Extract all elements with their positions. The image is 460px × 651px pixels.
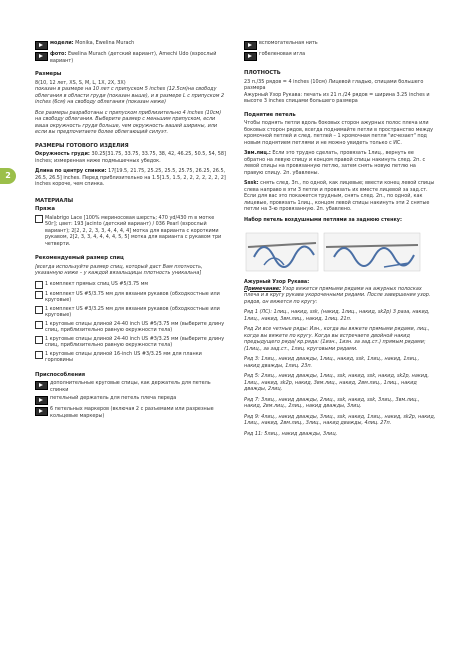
sizes-text: 8(10, 12 лет, XS, S, M, L, 1X, 2X, 3X) — [35, 79, 126, 86]
notion-item: 6 петельных маркеров (включая 2 с разъемами или разрезные кольцевые маркеры) — [35, 406, 227, 419]
lace-row: Ряд 3: 1лиц., накид дважды, 1лиц., накид, ssk, 1лиц., накид, 1лиц., накид дважды, 1лиц. 23п. — [244, 356, 420, 369]
pickup-title: Поднятие петель — [244, 111, 296, 118]
notion-item: дополнительные круговые спицы, как держатель для петель спинки — [35, 380, 227, 393]
finished-title: РАЗМЕРЫ ГОТОВОГО ИЗДЕЛИЯ — [35, 142, 129, 149]
cast-on-title: Набор петель воздушными петлями за заднюю стенку: — [244, 216, 402, 223]
materials-title: МАТЕРИАЛЫ — [35, 197, 74, 204]
gauge-title: ПЛОТНОСТЬ — [244, 70, 281, 76]
yarn-title: Пряжа — [35, 206, 56, 212]
legend-item: гобеленовая игла — [244, 51, 436, 60]
needle-item: 1 круговые спицы длиной 24-40 inch US #5/3.75 мм (выберите длину спиц, приблизительно равную окружности тела) — [35, 321, 227, 334]
checkbox-icon — [35, 321, 43, 329]
lace-title: Ажурный Узор Рукава: — [244, 279, 310, 285]
lace-row: Ряд 7: 3лиц., накид дважды, 2лиц., ssk, накид, ssk, 3лиц., 3вм.лиц., накид, 2вм.лиц., 2лиц., накид дважды, 3лиц. — [244, 396, 420, 409]
notions-title: Приспособления — [35, 371, 86, 378]
needles-title: Рекомендуемый размер спиц — [35, 255, 124, 261]
gauge-line: Ажурный Узор Рукава: печать из 21 п./24 рядов = ширина 3.25 inches и высоте 3 inches спицами большего размера — [244, 91, 430, 104]
credit-model — [35, 40, 227, 49]
cast-on-illustration — [244, 227, 436, 275]
lace-note: Примечание: Узор вяжется прямыми рядами на ажурных полосках плеча и в кругу рукава укороченными рядами. После завершения узор. рядов, он вяжется по кругу: — [244, 285, 431, 305]
needle-item: 1 круговые спицы длиной 24-40 inch US #3/3.25 мм (выберите длину спиц, приблизительно равную окружности тела) — [35, 336, 227, 349]
waste-yarn-icon — [244, 41, 257, 50]
lace-row: Ряд 1 (ЛС): 1лиц., накид, ssk, (накид, 1лиц., накид, sk2p) 3 раза, накид, 1лиц., накид, 3вм.лиц., накид, 1лиц. 21п. — [244, 309, 430, 322]
lace-row: Ряд 9: 4лиц., накид дважды, 3лиц., ssk, накид, 1лиц., накид, sk2p, накид, 1лиц., накид, 2вм.лиц., 3лиц., накид дважды, 4лиц. 27п. — [244, 413, 436, 426]
length-measure: Длина по центру спинки: 17[19.5, 21.75, 25.25, 25.5, 25.75, 26.25, 26.5, 26.5, 26.5] inches. Перед приблизительно на 1.5[1.5, 1.5, 2, 2, 2, 2, 2, 2, 2] inches короче, чем спинка. — [35, 168, 226, 187]
checkbox-icon — [35, 215, 43, 223]
checkbox-icon — [35, 291, 43, 299]
legend-item: вспомогательная нить — [244, 40, 436, 49]
cast-on-diagram — [244, 227, 436, 275]
model-value: Monika, Ewelina Murach — [75, 40, 135, 46]
left-column — [35, 40, 227, 421]
arrow-icon — [35, 396, 48, 405]
lace-row: Ряд 2и все четные ряды: Изн., когда вы вяжете прямыми рядами, лиц., когда вы вяжете по кругу. Когда вы встречаете двойной накид предыдущего ряда/ кр.ряда: (1изн., 1изн. за зад.ст.) прямым рядами; (1лиц., за зад.ст., 1лиц. круговыми рядами. — [244, 326, 430, 352]
photo-value: Ewelina Murach (детский вариант), Amechi Udo (взрослый вариант) — [50, 51, 217, 64]
pickup-text: Чтобы поднять петли вдоль боковых сторон ажурных полос плеча или боковых сторон рядов, всегда поднимайте петли в пространство между кромочной петлей и след. петлей – 1 кромочная петля "исчезает" под новым поднятием петлями и не можно увидеть только с ИС. — [244, 120, 434, 146]
sizes-note: показан в размере на 10 лет с припуском 5 inches (12.5см)на свободу облегания в области груди (показан выше), и в размере L с припуском 2 inches (6см) на свободу облегания (показан ниже) — [35, 86, 225, 105]
needles-note: [всегда используйте размер спиц, который даст Вам плотность, указанную ниже – у каждой вязальщицы плотность уникальна] — [35, 263, 203, 276]
sizes-title: Размеры — [35, 71, 62, 77]
arrow-icon — [35, 407, 48, 416]
tapestry-needle-icon — [244, 52, 257, 61]
yarn-item: Malabrigo Lace [100% мериносовая шерсть; 470 yd/430 m в мотке 50г]; цвет: 193 Jacinto (детский вариант) / 036 Pearl (взрослый вариант); 2[2, 2, 2, 3, 3, 4, 4, 4, 4] мотка для варианта с короткими рукавом, 2[2, 3, 3, 4, 4, 4, 4, 5, 5] мотка для варианта с рукавом три четверти. — [35, 215, 227, 248]
sk2p-def: 3вм.лиц.: Если это трудно сделать, провязать 1лиц., вернуть ее обратно на левую спицу и концом правой спицы накинуть след. 2п. с левой спицы на провязанную петлю, затем снять новую петлю на правую спицу. 2п. убавлены. — [244, 150, 426, 176]
notion-item: петельный держатель для петель плеча переда — [35, 395, 227, 404]
sizes-note-2: Все размеры разработаны с припуском приблизительно 4 inches (10см) на свободу облегания. Выберите размер с меньшим припуском, если ваша окружность груди больше, чем окружность вашей ширины, или если вы предпочитаете более облегающий силуэт. — [35, 109, 222, 135]
lace-row: Ряд 11: 5лиц., накид дважды, 3лиц. — [244, 430, 338, 437]
checkbox-icon — [35, 336, 43, 344]
model-label: модели: — [50, 40, 74, 46]
ssk-def: Sssk: снять след. 3п., по одной, как лицевые; ввести конец левой спицы слева направо в эти 3 петли и провязать их вместе лицевой за зад.ст. Если для вас это покажется трудным, снять след. 2п., по одной, как лицевые, провязать 1лиц., концом левой спицы накинуть эти 2 снятые петли на 3-ю провязанную. 2п. убавлено. — [244, 180, 435, 212]
arrow-icon — [35, 381, 48, 390]
needle-item: 1 комплект US #5/3.75 мм для вязания рукавов (обходкостные или круговые) — [35, 291, 227, 304]
needle-item: 1 комплект прямых спиц US #5/3.75 мм — [35, 281, 227, 289]
arrow-icon — [35, 52, 48, 61]
lace-row: Ряд 5: 2лиц., накид дважды, 1лиц., ssk, накид, ssk, накид, sk2p, накид, 1лиц., накид, sk2p, накид, 3вм.лиц., накид, 2вм.лиц., 1лиц., накид дважды, 2лиц. — [244, 373, 429, 392]
arrow-icon — [35, 41, 48, 50]
chest-measure: Окружность груди: 30.25[31.75, 33.75, 33.75, 38, 42, 46.25, 50.5, 54, 58] inches; измеренная ниже подмышечных убедок. — [35, 151, 226, 164]
page-number-tab: 2 — [0, 168, 16, 184]
checkbox-icon — [35, 306, 43, 314]
gauge-line: 23 п./35 рядов = 4 inches (10см) Лицевой гладью, спицами большего размера — [244, 78, 424, 91]
photo-label: фото: — [50, 51, 67, 57]
checkbox-icon — [35, 351, 43, 359]
checkbox-icon — [35, 281, 43, 289]
needle-item: 1 круговые спицы длиной 16-inch US #3/3.25 мм для планки горловины — [35, 351, 227, 364]
right-column — [244, 40, 436, 441]
credit-photo — [35, 51, 227, 64]
needle-item: 1 комплект US #3/3.25 мм для вязания рукавов (обходкостные или круговые) — [35, 306, 227, 319]
